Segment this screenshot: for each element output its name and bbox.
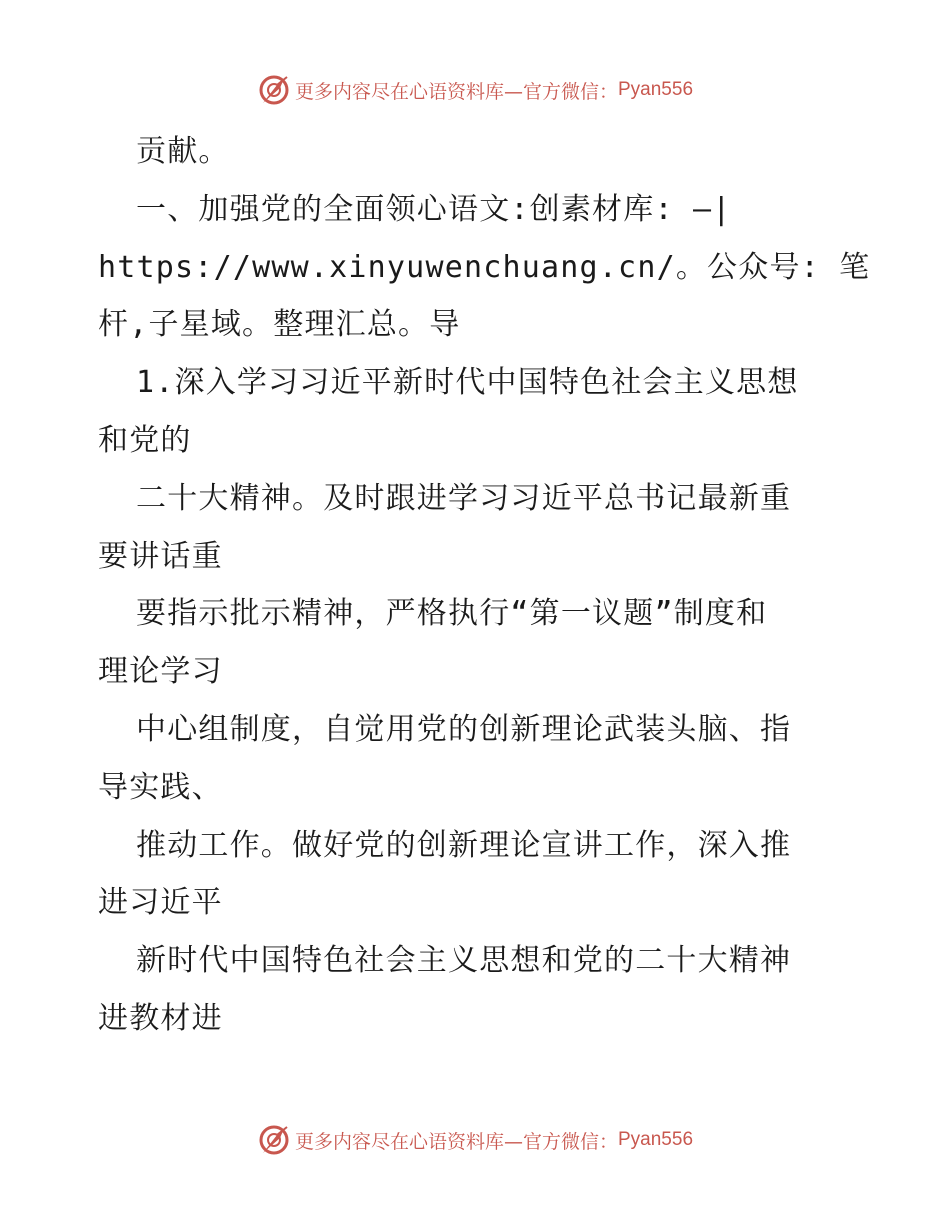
footer-banner	[0, 1120, 950, 1160]
body-text	[98, 123, 871, 1048]
footer-banner-text: 更多内容尽在心语资料库—官方微信：	[294, 1130, 618, 1153]
text-line: 导实践、	[98, 769, 223, 805]
text-line: 要指示批示精神，严格执行“第一议题”制度和	[136, 596, 768, 632]
text-line: 推动工作。做好党的创新理论宣讲工作，深入推	[136, 827, 792, 863]
text-line: 杆,子星域。整理汇总。导	[98, 307, 461, 343]
pen-logo-icon	[257, 1123, 291, 1157]
header-banner-text: 更多内容尽在心语资料库—官方微信：	[294, 80, 618, 103]
text-line: 二十大精神。及时跟进学习习近平总书记最新重	[136, 480, 792, 516]
text-line: 贡献。	[136, 134, 230, 169]
text-line: https://www.xinyuwenchuang.cn/。公众号: 笔	[98, 249, 871, 285]
text-line: 要讲话重	[98, 538, 223, 574]
header-banner	[0, 70, 950, 110]
footer-banner-id: Pyan556	[618, 1129, 694, 1150]
text-line: 中心组制度，自觉用党的创新理论武装头脑、指	[136, 711, 792, 747]
text-line: 新时代中国特色社会主义思想和党的二十大精神	[136, 943, 792, 979]
text-line: 进习近平	[98, 885, 223, 921]
text-line: 和党的	[98, 422, 192, 458]
text-line: 1.深入学习习近平新时代中国特色社会主义思想	[136, 365, 799, 401]
pen-logo-icon	[257, 73, 291, 107]
text-line: 进教材进	[98, 1000, 223, 1036]
text-line: 一、加强党的全面领心语文:创素材库: —|	[136, 191, 732, 227]
header-banner-id: Pyan556	[618, 79, 694, 100]
text-line: 理论学习	[98, 654, 223, 690]
